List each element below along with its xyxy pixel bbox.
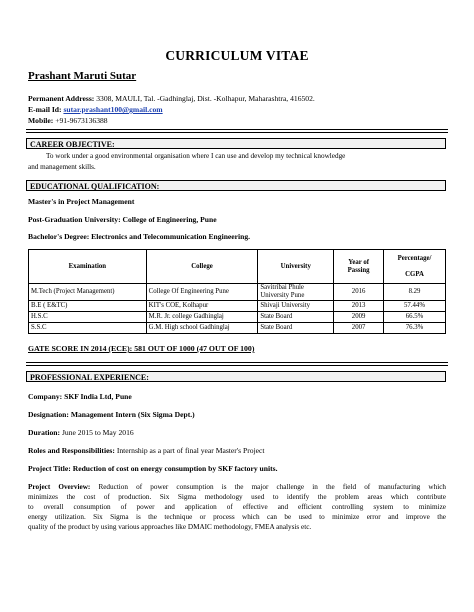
roles-value: Internship as a part of final year Master's Project [116, 446, 265, 455]
email-label: E-mail Id: [28, 105, 62, 114]
cell-year: 2016 [334, 284, 384, 301]
overview-line5: quality of the product by using various approaches like DMAIC methodology, FMEA analysis etc. [28, 523, 312, 531]
bachelor-label: Bachelor's Degree: [28, 232, 90, 241]
cell-college: G.M. High school Gadhinglaj [146, 323, 258, 334]
masters-line [28, 197, 134, 206]
project-title-value: Reduction of cost on energy consumption by SKF factory units. [72, 464, 278, 473]
header-year-l1: Year of [348, 258, 370, 266]
header-year [334, 250, 384, 284]
table-row [29, 323, 446, 334]
address-label: Permanent Address: [28, 94, 95, 103]
candidate-name: Prashant Maruti Sutar [28, 70, 137, 82]
cell-exam: B.E ( E&TC) [29, 301, 147, 312]
education-table [28, 249, 446, 334]
overview-line1 [28, 482, 446, 492]
cell-university-l2: University Pune [260, 292, 305, 299]
mobile-value: +91-9673136388 [55, 116, 108, 125]
header-year-l2: Passing [347, 266, 370, 274]
cell-college: M.R. Jr. college Gadhinglaj [146, 312, 258, 323]
cell-university: State Board [258, 312, 334, 323]
bachelor-value: Electronics and Telecommunication Engineering. [91, 232, 251, 241]
overview-label: Project Overview: [28, 483, 91, 491]
pg-university-value: College of Engineering, Pune [122, 215, 217, 224]
cell-exam: H.S.C [29, 312, 147, 323]
address-value: 3308, MAULI, Tal. -Gadhinglaj, Dist. -Kolhapur, Maharashtra, 416502. [96, 94, 315, 103]
duration-value: June 2015 to May 2016 [61, 428, 134, 437]
document-title: CURRICULUM VITAE [165, 48, 309, 63]
overview-text1: Reduction of power consumption is the major challenge in the field of manufacturing which [98, 483, 446, 491]
header-pct-l2: CGPA [405, 270, 424, 278]
duration-line [28, 428, 134, 437]
designation-label: Designation: [28, 410, 69, 419]
masters-text: Master's in Project Management [28, 197, 135, 206]
overview-line4: energy utilization. Six Sigma is the technique or process which can be used to minimize error and improve the [28, 513, 446, 521]
roles-label: Roles and Responsibilities: [28, 446, 115, 455]
education-table-header [29, 250, 446, 284]
cell-university [258, 284, 334, 301]
cell-year: 2007 [334, 323, 384, 334]
cell-college: College Of Engineering Pune [146, 284, 258, 301]
gate-score: GATE SCORE IN 2014 (ECE): 581 OUT OF 1000 (47 OUT OF 100) [28, 344, 255, 353]
pg-university-label: Post-Graduation University: [28, 215, 121, 224]
pg-university-line [28, 215, 217, 224]
address-line [28, 94, 315, 103]
career-objective-line2: and management skills. [28, 163, 96, 171]
overview-line2: minimizes the cost of production. Six Sigma methodology used to identify the problem areas which contribute [28, 493, 446, 501]
designation-line [28, 410, 195, 419]
project-title-label: Project Title: [28, 464, 71, 473]
cell-score: 57.44% [384, 301, 446, 312]
table-row [29, 301, 446, 312]
project-title-line [28, 464, 277, 473]
header-pct-l1: Percentage/ [397, 254, 432, 262]
company-value: SKF India Ltd, Pune [64, 392, 132, 401]
duration-label: Duration: [28, 428, 61, 437]
cell-score: 66.5% [384, 312, 446, 323]
experience-heading: PROFESSIONAL EXPERIENCE: [26, 371, 446, 382]
header-percentage [384, 250, 446, 284]
designation-value: Management Intern (Six Sigma Dept.) [70, 410, 195, 419]
mobile-line [28, 116, 108, 125]
cell-college: KIT's COE, Kolhapur [146, 301, 258, 312]
cell-university: State Board [258, 323, 334, 334]
header-examination: Examination [29, 250, 147, 284]
overview-line3: to overall consumption of power and application of effective and efficient controlling system to minimize [28, 503, 446, 511]
bachelor-line [28, 232, 250, 241]
company-label: Company: [28, 392, 63, 401]
cell-exam: S.S.C [29, 323, 147, 334]
cell-exam: M.Tech (Project Management) [29, 284, 147, 301]
cell-university-l1: Savitribai Phule [260, 284, 304, 291]
header-college: College [146, 250, 258, 284]
company-line [28, 392, 132, 401]
email-line [28, 105, 163, 114]
roles-line [28, 446, 265, 455]
section-divider [26, 362, 448, 366]
cell-score: 8.29 [384, 284, 446, 301]
career-objective-line1: To work under a good environmental organisation where I can use and develop my technical knowledge [46, 152, 346, 160]
header-university: University [258, 250, 334, 284]
mobile-label: Mobile: [28, 116, 54, 125]
cell-year: 2009 [334, 312, 384, 323]
table-row [29, 284, 446, 301]
cell-score: 76.3% [384, 323, 446, 334]
education-heading: EDUCATIONAL QUALIFICATION: [26, 180, 446, 191]
table-row [29, 312, 446, 323]
career-objective-heading: CAREER OBJECTIVE: [26, 138, 446, 149]
cell-university: Shivaji University [258, 301, 334, 312]
cell-year: 2013 [334, 301, 384, 312]
header-divider [26, 129, 448, 133]
email-link[interactable]: sutar.prashant100@gmail.com [63, 105, 163, 114]
